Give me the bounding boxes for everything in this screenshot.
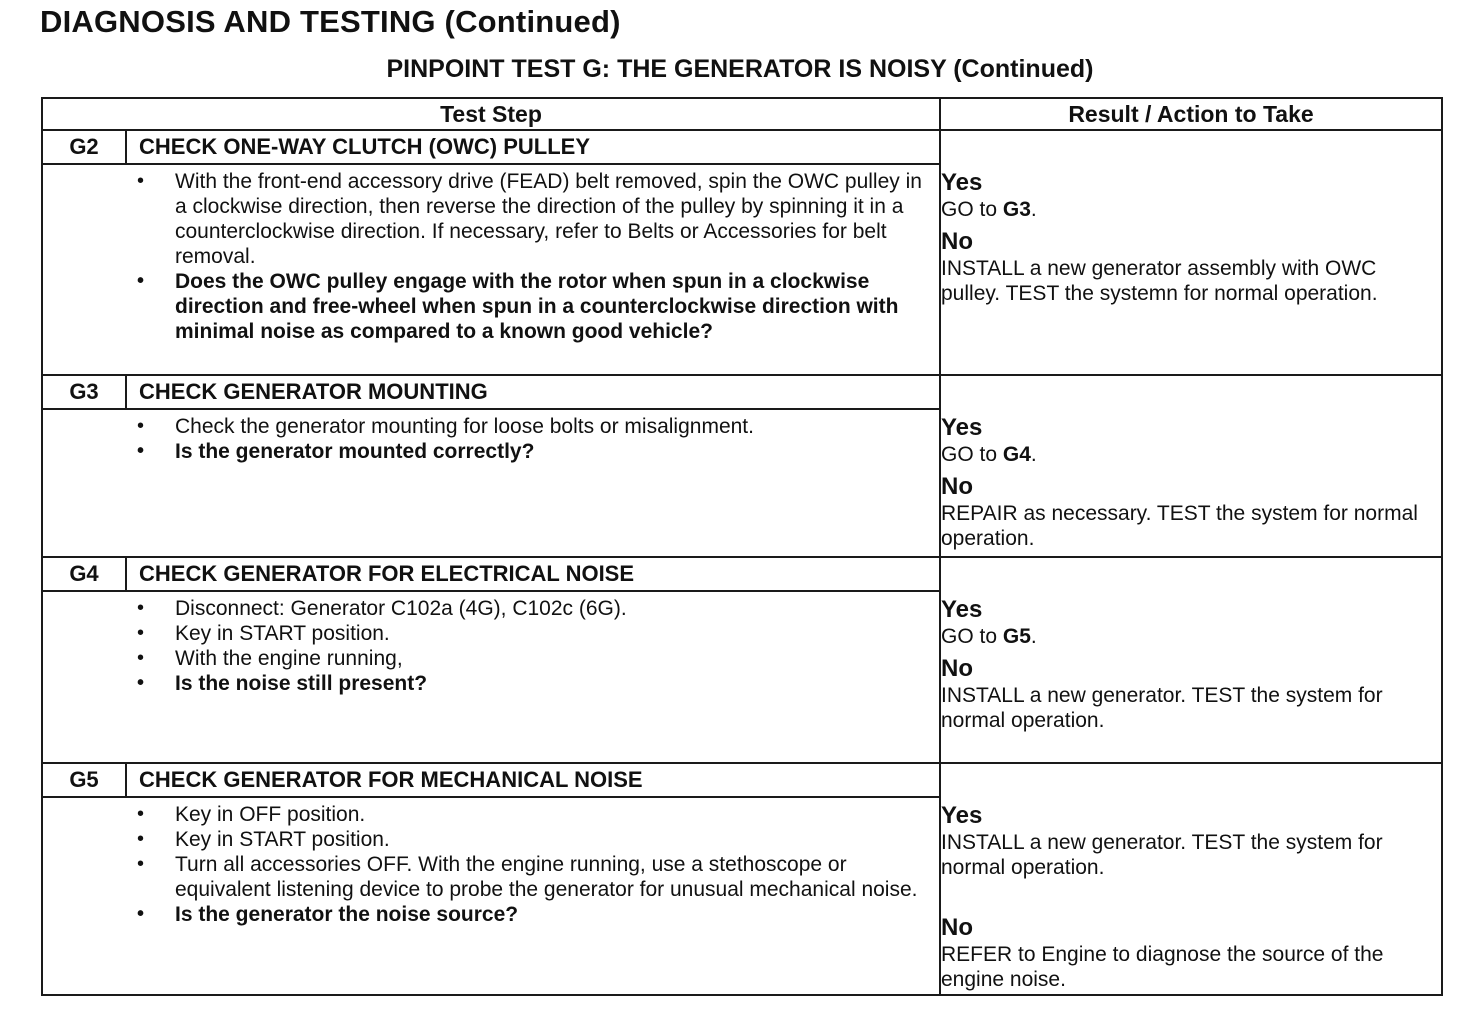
instruction-question: • Is the noise still present? — [175, 671, 933, 696]
step-title-bar — [43, 131, 939, 165]
step-cell — [42, 130, 940, 375]
step-cell — [42, 763, 940, 995]
no-label: No — [941, 228, 973, 255]
instruction-item: • Key in START position. — [175, 827, 933, 852]
yes-label: Yes — [941, 414, 983, 441]
no-action: INSTALL a new generator assembly with OWC pulley. TEST the systemn for normal operation. — [941, 257, 1378, 305]
step-row-g2 — [42, 130, 1442, 375]
result-cell — [940, 375, 1442, 557]
step-instructions — [43, 798, 939, 927]
yes-action-text: GO to — [941, 443, 998, 466]
instruction-item: • Turn all accessories OFF. With the engine running, use a stethoscope or equivalent listening device to probe the generator for unusual mechanical noise. — [175, 852, 933, 902]
instruction-item: • Key in START position. — [175, 621, 933, 646]
yes-action: INSTALL a new generator. TEST the system for normal operation. — [941, 831, 1383, 879]
yes-action: GO to G4. — [941, 443, 1037, 466]
result-cell — [940, 763, 1442, 995]
no-label: No — [941, 914, 973, 941]
yes-target-step: G5 — [1002, 625, 1031, 648]
yes-target-step: G4 — [1002, 443, 1031, 466]
yes-action: GO to G5. — [941, 625, 1037, 648]
step-instructions — [43, 165, 939, 344]
no-label: No — [941, 655, 973, 682]
result-cell — [940, 557, 1442, 763]
no-action: REPAIR as necessary. TEST the system for normal operation. — [941, 502, 1418, 550]
step-instructions — [43, 592, 939, 696]
step-cell — [42, 375, 940, 557]
step-row-g4 — [42, 557, 1442, 763]
instruction-question: • Is the generator the noise source? — [175, 902, 933, 927]
instruction-item: • With the engine running, — [175, 646, 933, 671]
col-header-result: Result / Action to Take — [940, 98, 1442, 130]
yes-target-step: G3 — [1002, 198, 1031, 221]
step-title: CHECK ONE-WAY CLUTCH (OWC) PULLEY — [139, 134, 590, 159]
step-title-bar — [43, 764, 939, 798]
yes-label: Yes — [941, 596, 983, 623]
step-row-g5 — [42, 763, 1442, 995]
yes-action-text: GO to — [941, 198, 998, 221]
no-action: REFER to Engine to diagnose the source of the engine noise. — [941, 943, 1384, 991]
instruction-item: • With the front-end accessory drive (FEAD) belt removed, spin the OWC pulley in a clockwise direction, then reverse the direction of the pulley by spinning it in a counterclockwise direction. If necessary, refer to Belts or Accessories for belt removal. — [175, 169, 933, 269]
step-cell — [42, 557, 940, 763]
step-title-bar — [43, 558, 939, 592]
yes-label: Yes — [941, 169, 983, 196]
pinpoint-test-title: PINPOINT TEST G: THE GENERATOR IS NOISY (Continued) — [386, 55, 1094, 83]
pinpoint-test-table — [41, 97, 1443, 996]
step-title-bar — [43, 376, 939, 410]
step-row-g3 — [42, 375, 1442, 557]
step-id: G4 — [43, 558, 127, 590]
col-header-test-step: Test Step — [42, 98, 940, 130]
table-header-row — [42, 98, 1442, 130]
instruction-item: • Check the generator mounting for loose bolts or misalignment. — [175, 414, 933, 439]
step-title: CHECK GENERATOR FOR ELECTRICAL NOISE — [139, 561, 635, 586]
step-id: G3 — [43, 376, 127, 408]
step-instructions — [43, 410, 939, 464]
step-title: CHECK GENERATOR MOUNTING — [139, 379, 488, 404]
yes-action: GO to G3. — [941, 198, 1037, 221]
instruction-question: • Is the generator mounted correctly? — [175, 439, 933, 464]
no-action: INSTALL a new generator. TEST the system for normal operation. — [941, 684, 1383, 732]
instruction-item: • Disconnect: Generator C102a (4G), C102c (6G). — [175, 596, 933, 621]
yes-label: Yes — [941, 802, 983, 829]
page-heading: DIAGNOSIS AND TESTING (Continued) — [40, 4, 621, 39]
instruction-item: • Key in OFF position. — [175, 802, 933, 827]
result-cell — [940, 130, 1442, 375]
yes-action-text: GO to — [941, 625, 998, 648]
no-label: No — [941, 473, 973, 500]
step-title: CHECK GENERATOR FOR MECHANICAL NOISE — [139, 767, 643, 792]
step-id: G5 — [43, 764, 127, 796]
step-id: G2 — [43, 131, 127, 163]
instruction-question: • Does the OWC pulley engage with the rotor when spun in a clockwise direction and free-wheel when spun in a counterclockwise direction with minimal noise as compared to a known good vehicle? — [175, 269, 933, 344]
